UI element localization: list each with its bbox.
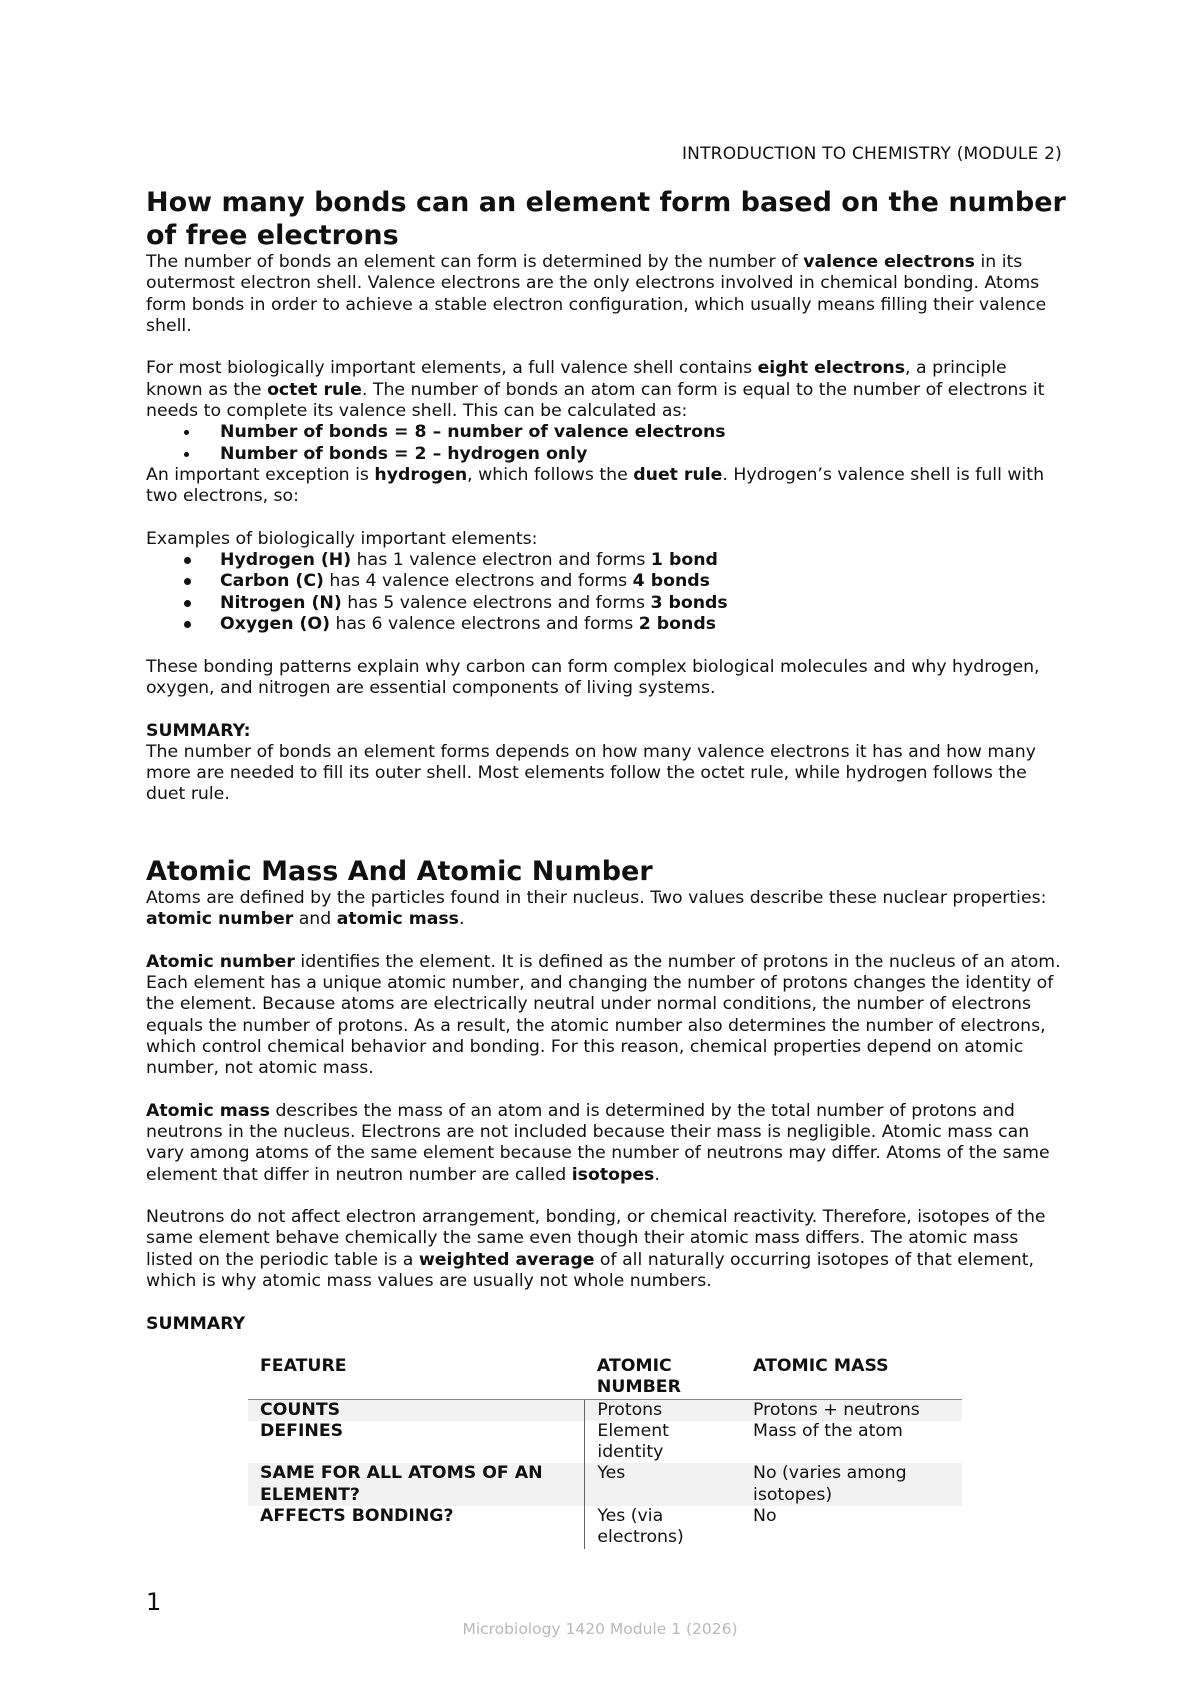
paragraph-neutrons: Neutrons do not affect electron arrangement, bonding, or chemical reactivity. Therefore, isotopes of the same element behave chemically the same even though their atomic mass differs. The atomic mass listed on the periodic table is a weighted average of all naturally occurring isotopes of that element, which is why atomic mass values are usually not whole numbers.	[146, 1207, 1046, 1292]
table-cell: No	[753, 1506, 777, 1527]
section-title-atomic: Atomic Mass And Atomic Number	[146, 855, 653, 887]
section-title-bonds: How many bonds can an element form based on the number of free electrons	[146, 187, 1066, 251]
list-item: Hydrogen (H) has 1 valence electron and forms 1 bond	[146, 550, 1066, 571]
table-cell: COUNTS	[260, 1399, 341, 1420]
running-footer: Microbiology 1420 Module 1 (2026)	[462, 1620, 738, 1638]
paragraph-patterns: These bonding patterns explain why carbon can form complex biological molecules and why hydrogen, oxygen, and nitrogen are essential components of living systems.	[146, 656, 1040, 698]
list-item: Carbon (C) has 4 valence electrons and forms 4 bonds	[146, 571, 1066, 592]
list-item: Nitrogen (N) has 5 valence electrons and forms 3 bonds	[146, 593, 1066, 614]
table-cell: Mass of the atom	[753, 1420, 903, 1441]
examples-list	[146, 550, 1066, 635]
formula-list	[146, 422, 1066, 465]
table-cell: SAME FOR ALL ATOMS OF AN ELEMENT?	[260, 1463, 543, 1505]
document-body	[146, 186, 1066, 1549]
table-header-cell: ATOMIC MASS	[741, 1356, 962, 1399]
summary-table	[248, 1356, 962, 1549]
table-row	[248, 1421, 962, 1464]
table-row	[248, 1506, 962, 1549]
table-row	[248, 1463, 962, 1506]
paragraph-octet: For most biologically important elements, a full valence shell contains eight electrons, a principle known as the octet rule. The number of bonds an atom can form is equal to the number of electrons it needs to complete its valence shell. This can be calculated as:	[146, 358, 1045, 422]
summary-label: SUMMARY:	[146, 720, 251, 741]
table-cell: Element identity	[585, 1421, 741, 1464]
table-cell: Yes	[585, 1463, 741, 1506]
table-cell: Yes (via electrons)	[585, 1506, 741, 1549]
list-item: Number of bonds = 2 – hydrogen only	[146, 444, 1066, 465]
paragraph-nucleus: Atoms are defined by the particles found in their nucleus. Two values describe these nuclear properties: atomic number and atomic mass.	[146, 887, 1047, 930]
summary-label: SUMMARY	[146, 1313, 246, 1334]
table-cell: DEFINES	[260, 1420, 344, 1441]
paragraph-valence: The number of bonds an element can form is determined by the number of valence electrons in its outermost electron shell. Valence electrons are the only electrons involved in chemical bonding. Atoms form bonds in order to achieve a stable electron configuration, which usually means filling their valence shell.	[146, 252, 1047, 336]
table-cell: No (varies among isotopes)	[753, 1463, 907, 1505]
table-cell: AFFECTS BONDING?	[260, 1506, 454, 1527]
table-cell: Protons + neutrons	[753, 1399, 920, 1420]
table-header-row	[248, 1356, 962, 1399]
running-header: INTRODUCTION TO CHEMISTRY (MODULE 2)	[681, 144, 1062, 164]
paragraph-hydrogen: An important exception is hydrogen, which follows the duet rule. Hydrogen’s valence shell is full with two electrons, so:	[146, 464, 1045, 507]
page-number: 1	[146, 1588, 162, 1616]
list-item: Oxygen (O) has 6 valence electrons and forms 2 bonds	[146, 614, 1066, 635]
paragraph-atomic-mass: Atomic mass describes the mass of an atom and is determined by the total number of protons and neutrons in the nucleus. Electrons are not included because their mass is negligible. Atomic mass can vary among atoms of the same element because the number of neutrons may differ. Atoms of the same element that differ in neutron number are called isotopes.	[146, 1100, 1050, 1185]
table-header-cell: FEATURE	[248, 1356, 585, 1399]
table-header-cell: ATOMIC NUMBER	[585, 1356, 741, 1399]
summary-text: The number of bonds an element forms depends on how many valence electrons it has and how many more are needed to fill its outer shell. Most elements follow the octet rule, while hydrogen follows the duet rule.	[146, 741, 1036, 805]
paragraph-atomic-number: Atomic number identifies the element. It is defined as the number of protons in the nucleus of an atom. Each element has a unique atomic number, and changing the number of protons changes the identity of the element. Because atoms are electrically neutral under normal conditions, the number of electrons equals the number of protons. As a result, the atomic number also determines the number of electrons, which control chemical behavior and bonding. For this reason, chemical properties depend on atomic number, not atomic mass.	[146, 951, 1061, 1079]
examples-intro: Examples of biologically important elements:	[146, 528, 538, 549]
list-item: Number of bonds = 8 – number of valence electrons	[146, 422, 1066, 443]
table-cell: Protons	[585, 1399, 741, 1421]
table-row	[248, 1399, 962, 1421]
